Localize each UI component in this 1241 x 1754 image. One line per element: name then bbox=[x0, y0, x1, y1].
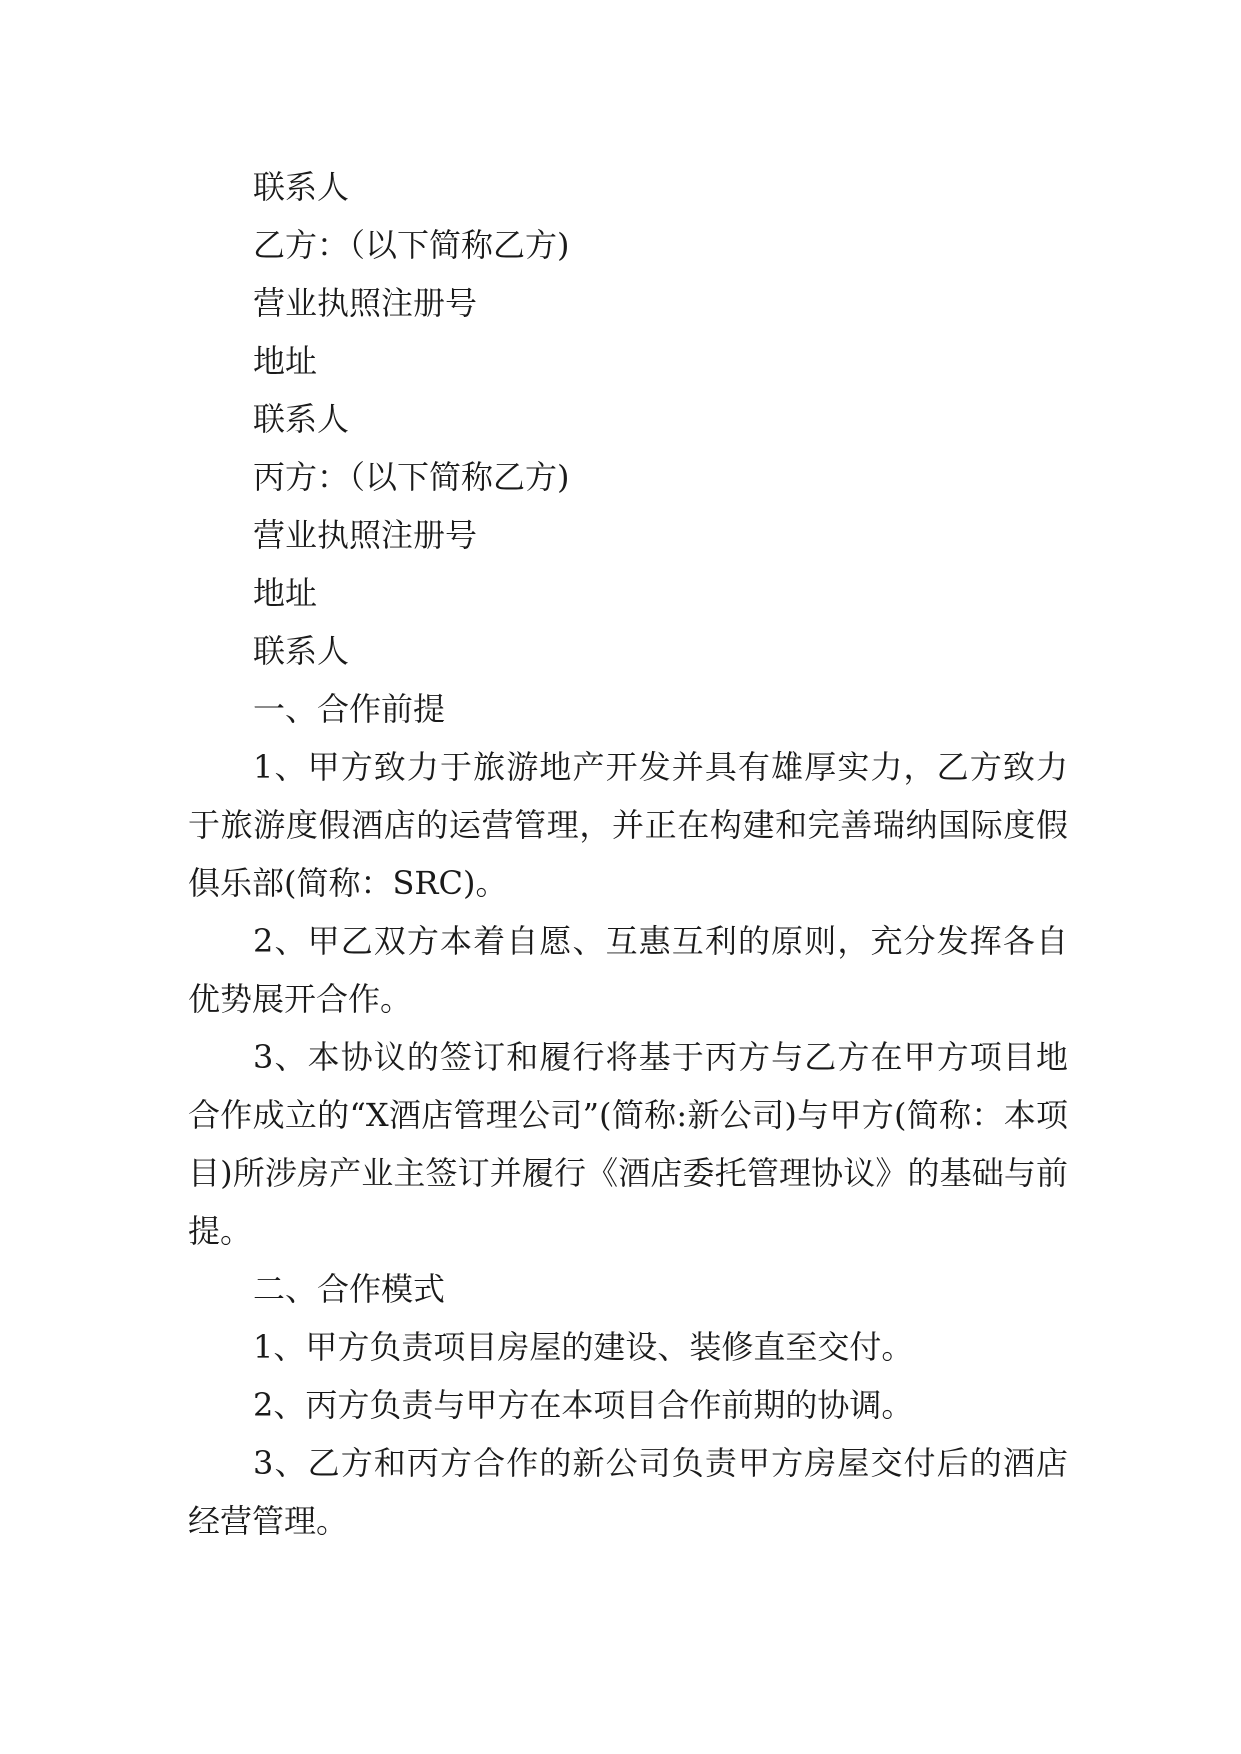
clause-paragraph: 2、丙方负责与甲方在本项目合作前期的协调。 bbox=[253, 1386, 914, 1424]
contact-label: 联系人 bbox=[253, 400, 350, 438]
clause-paragraph: 3、本协议的签订和履行将基于丙方与乙方在甲方项目地合作成立的“X酒店管理公司”(简称:新公司)与甲方(简称：本项目)所涉房产业主签订并履行《酒店委托管理协议》的基础与前提。 bbox=[188, 1038, 1068, 1250]
business-license-label: 营业执照注册号 bbox=[253, 284, 478, 322]
section-heading-cooperation-mode: 二、合作模式 bbox=[253, 1270, 446, 1308]
section-heading-cooperation-premise: 一、合作前提 bbox=[253, 690, 446, 728]
party-b-label: 乙方：（以下简称乙方) bbox=[253, 226, 570, 264]
clause-paragraph: 2、甲乙双方本着自愿、互惠互利的原则，充分发挥各自优势展开合作。 bbox=[188, 922, 1068, 1018]
clause-paragraph: 1、甲方负责项目房屋的建设、装修直至交付。 bbox=[253, 1328, 914, 1366]
contact-label: 联系人 bbox=[253, 168, 350, 206]
contact-label: 联系人 bbox=[253, 632, 350, 670]
address-label: 地址 bbox=[253, 342, 318, 380]
address-label: 地址 bbox=[253, 574, 318, 612]
clause-paragraph: 3、乙方和丙方合作的新公司负责甲方房屋交付后的酒店经营管理。 bbox=[188, 1444, 1068, 1540]
document-page bbox=[188, 158, 1068, 1550]
business-license-label: 营业执照注册号 bbox=[253, 516, 478, 554]
party-c-label: 丙方：（以下简称乙方) bbox=[253, 458, 570, 496]
clause-paragraph: 1、甲方致力于旅游地产开发并具有雄厚实力，乙方致力于旅游度假酒店的运营管理，并正在构建和完善瑞纳国际度假俱乐部(简称：SRC)。 bbox=[188, 748, 1068, 902]
